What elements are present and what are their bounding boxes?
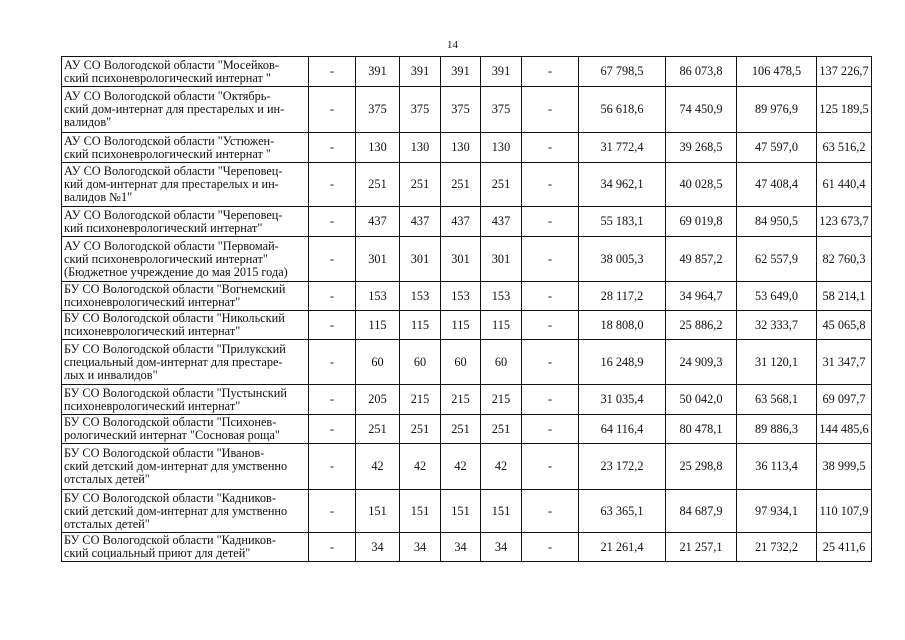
dash-cell-1: - bbox=[309, 340, 356, 385]
dash-cell-1: - bbox=[309, 385, 356, 415]
institution-name-cell bbox=[62, 444, 309, 490]
institution-name-line: БУ СО Вологодской области "Пустынский bbox=[64, 385, 287, 400]
value-cell-4: 375 bbox=[481, 87, 522, 133]
value-cell-4: 251 bbox=[481, 415, 522, 444]
value-cell-2: 60 bbox=[400, 340, 441, 385]
institution-name-line: валидов №1" bbox=[64, 190, 133, 204]
amount-cell-3: 62 557,9 bbox=[737, 237, 817, 282]
value-cell-4: 301 bbox=[481, 237, 522, 282]
institution-name-line: ский психоневрологический интернат" bbox=[64, 251, 268, 266]
amount-cell-4: 63 516,2 bbox=[817, 133, 872, 163]
amount-cell-1: 16 248,9 bbox=[579, 340, 666, 385]
institution-name-cell bbox=[62, 207, 309, 237]
amount-cell-1: 31 772,4 bbox=[579, 133, 666, 163]
amount-cell-3: 89 886,3 bbox=[737, 415, 817, 444]
institution-name-cell bbox=[62, 282, 309, 311]
value-cell-1: 42 bbox=[356, 444, 400, 490]
dash-cell-2: - bbox=[522, 340, 579, 385]
amount-cell-3: 84 950,5 bbox=[737, 207, 817, 237]
value-cell-1: 301 bbox=[356, 237, 400, 282]
value-cell-1: 391 bbox=[356, 57, 400, 87]
amount-cell-4: 61 440,4 bbox=[817, 163, 872, 207]
institution-name-line: ский детский дом-интернат для умственно bbox=[64, 503, 288, 518]
institution-name-cell bbox=[62, 57, 309, 87]
amount-cell-2: 39 268,5 bbox=[666, 133, 737, 163]
value-cell-2: 151 bbox=[400, 490, 441, 533]
value-cell-4: 42 bbox=[481, 444, 522, 490]
dash-cell-2: - bbox=[522, 490, 579, 533]
table-body bbox=[62, 57, 872, 562]
amount-cell-2: 25 298,8 bbox=[666, 444, 737, 490]
value-cell-4: 215 bbox=[481, 385, 522, 415]
value-cell-1: 437 bbox=[356, 207, 400, 237]
dash-cell-2: - bbox=[522, 533, 579, 562]
institution-name-line: лых и инвалидов" bbox=[64, 367, 158, 382]
dash-cell-2: - bbox=[522, 163, 579, 207]
dash-cell-2: - bbox=[522, 415, 579, 444]
institution-name-cell bbox=[62, 237, 309, 282]
institution-name-line: кий дом-интернат для престарелых и ин- bbox=[64, 177, 279, 191]
dash-cell-1: - bbox=[309, 311, 356, 340]
institution-name-cell bbox=[62, 415, 309, 444]
table-row bbox=[62, 490, 872, 533]
value-cell-3: 301 bbox=[441, 237, 481, 282]
dash-cell-1: - bbox=[309, 87, 356, 133]
amount-cell-3: 63 568,1 bbox=[737, 385, 817, 415]
dash-cell-1: - bbox=[309, 282, 356, 311]
amount-cell-4: 58 214,1 bbox=[817, 282, 872, 311]
institution-name-cell bbox=[62, 385, 309, 415]
amount-cell-4: 125 189,5 bbox=[817, 87, 872, 133]
institution-name-line: психоневрологический интернат" bbox=[64, 324, 241, 338]
amount-cell-2: 80 478,1 bbox=[666, 415, 737, 444]
table-row bbox=[62, 282, 872, 311]
dash-cell-1: - bbox=[309, 133, 356, 163]
value-cell-3: 34 bbox=[441, 533, 481, 562]
value-cell-1: 130 bbox=[356, 133, 400, 163]
amount-cell-3: 36 113,4 bbox=[737, 444, 817, 490]
institution-name-cell bbox=[62, 87, 309, 133]
value-cell-3: 215 bbox=[441, 385, 481, 415]
amount-cell-3: 53 649,0 bbox=[737, 282, 817, 311]
institution-name-line: АУ СО Вологодской области "Октябрь- bbox=[64, 89, 271, 103]
table-row bbox=[62, 533, 872, 562]
institution-name-line: ский психоневрологический интернат " bbox=[64, 146, 271, 161]
value-cell-3: 130 bbox=[441, 133, 481, 163]
dash-cell-2: - bbox=[522, 207, 579, 237]
table-row bbox=[62, 237, 872, 282]
value-cell-4: 130 bbox=[481, 133, 522, 163]
amount-cell-1: 18 808,0 bbox=[579, 311, 666, 340]
value-cell-2: 153 bbox=[400, 282, 441, 311]
dash-cell-2: - bbox=[522, 282, 579, 311]
amount-cell-2: 40 028,5 bbox=[666, 163, 737, 207]
amount-cell-2: 49 857,2 bbox=[666, 237, 737, 282]
institution-name-line: рологический интернат "Сосновая роща" bbox=[64, 428, 280, 442]
value-cell-2: 34 bbox=[400, 533, 441, 562]
amount-cell-2: 25 886,2 bbox=[666, 311, 737, 340]
institution-name-line: БУ СО Вологодской области "Кадников- bbox=[64, 533, 276, 547]
amount-cell-3: 106 478,5 bbox=[737, 57, 817, 87]
table-row bbox=[62, 133, 872, 163]
amount-cell-1: 55 183,1 bbox=[579, 207, 666, 237]
value-cell-3: 42 bbox=[441, 444, 481, 490]
value-cell-4: 153 bbox=[481, 282, 522, 311]
institution-name-line: (Бюджетное учреждение до мая 2015 года) bbox=[64, 264, 288, 279]
value-cell-1: 151 bbox=[356, 490, 400, 533]
institution-name-cell bbox=[62, 533, 309, 562]
amount-cell-1: 21 261,4 bbox=[579, 533, 666, 562]
amount-cell-1: 64 116,4 bbox=[579, 415, 666, 444]
amount-cell-1: 56 618,6 bbox=[579, 87, 666, 133]
amount-cell-4: 31 347,7 bbox=[817, 340, 872, 385]
amount-cell-1: 31 035,4 bbox=[579, 385, 666, 415]
page-number: 14 bbox=[447, 39, 458, 51]
table-row bbox=[62, 207, 872, 237]
value-cell-3: 251 bbox=[441, 415, 481, 444]
table-row bbox=[62, 444, 872, 490]
institution-name-line: кий психоневрологический интернат" bbox=[64, 220, 263, 235]
institutions-table bbox=[61, 56, 872, 562]
amount-cell-3: 97 934,1 bbox=[737, 490, 817, 533]
value-cell-3: 437 bbox=[441, 207, 481, 237]
value-cell-1: 205 bbox=[356, 385, 400, 415]
amount-cell-1: 38 005,3 bbox=[579, 237, 666, 282]
institution-name-line: ский психоневрологический интернат " bbox=[64, 70, 271, 85]
amount-cell-3: 89 976,9 bbox=[737, 87, 817, 133]
institution-name-line: АУ СО Вологодской области "Череповец- bbox=[64, 207, 283, 222]
institution-name-cell bbox=[62, 133, 309, 163]
amount-cell-4: 137 226,7 bbox=[817, 57, 872, 87]
amount-cell-3: 31 120,1 bbox=[737, 340, 817, 385]
table-row bbox=[62, 340, 872, 385]
value-cell-3: 151 bbox=[441, 490, 481, 533]
amount-cell-2: 24 909,3 bbox=[666, 340, 737, 385]
institution-name-cell bbox=[62, 163, 309, 207]
institution-name-line: психоневрологический интернат" bbox=[64, 295, 241, 309]
amount-cell-3: 47 408,4 bbox=[737, 163, 817, 207]
value-cell-4: 251 bbox=[481, 163, 522, 207]
institution-name-line: ский дом-интернат для престарелых и ин- bbox=[64, 102, 285, 116]
dash-cell-2: - bbox=[522, 237, 579, 282]
value-cell-2: 375 bbox=[400, 87, 441, 133]
institution-name-line: БУ СО Вологодской области "Прилукский bbox=[64, 341, 286, 356]
table-row bbox=[62, 57, 872, 87]
institution-name-cell bbox=[62, 311, 309, 340]
institution-name-line: БУ СО Вологодской области "Психонев- bbox=[64, 415, 277, 429]
value-cell-3: 251 bbox=[441, 163, 481, 207]
dash-cell-2: - bbox=[522, 133, 579, 163]
amount-cell-1: 63 365,1 bbox=[579, 490, 666, 533]
amount-cell-2: 50 042,0 bbox=[666, 385, 737, 415]
value-cell-2: 215 bbox=[400, 385, 441, 415]
institution-name-line: АУ СО Вологодской области "Устюжен- bbox=[64, 133, 275, 148]
dash-cell-1: - bbox=[309, 490, 356, 533]
dash-cell-1: - bbox=[309, 163, 356, 207]
institution-name-line: валидов" bbox=[64, 115, 112, 129]
amount-cell-2: 69 019,8 bbox=[666, 207, 737, 237]
value-cell-4: 34 bbox=[481, 533, 522, 562]
value-cell-1: 251 bbox=[356, 163, 400, 207]
value-cell-1: 115 bbox=[356, 311, 400, 340]
dash-cell-2: - bbox=[522, 444, 579, 490]
dash-cell-1: - bbox=[309, 415, 356, 444]
amount-cell-4: 82 760,3 bbox=[817, 237, 872, 282]
value-cell-2: 130 bbox=[400, 133, 441, 163]
institution-name-line: БУ СО Вологодской области "Никольский bbox=[64, 311, 285, 325]
value-cell-1: 60 bbox=[356, 340, 400, 385]
institution-name-line: специальный дом-интернат для престаре- bbox=[64, 354, 283, 369]
institution-name-line: психоневрологический интернат" bbox=[64, 398, 241, 413]
value-cell-4: 115 bbox=[481, 311, 522, 340]
value-cell-4: 151 bbox=[481, 490, 522, 533]
table-row bbox=[62, 311, 872, 340]
value-cell-1: 375 bbox=[356, 87, 400, 133]
dash-cell-1: - bbox=[309, 57, 356, 87]
value-cell-3: 115 bbox=[441, 311, 481, 340]
amount-cell-3: 21 732,2 bbox=[737, 533, 817, 562]
institution-name-line: АУ СО Вологодской области "Череповец- bbox=[64, 164, 283, 178]
dash-cell-2: - bbox=[522, 385, 579, 415]
amount-cell-3: 47 597,0 bbox=[737, 133, 817, 163]
institution-name-line: АУ СО Вологодской области "Мосейков- bbox=[64, 57, 279, 72]
value-cell-4: 437 bbox=[481, 207, 522, 237]
dash-cell-1: - bbox=[309, 207, 356, 237]
amount-cell-2: 21 257,1 bbox=[666, 533, 737, 562]
amount-cell-4: 144 485,6 bbox=[817, 415, 872, 444]
institution-name-cell bbox=[62, 340, 309, 385]
amount-cell-2: 74 450,9 bbox=[666, 87, 737, 133]
amount-cell-2: 84 687,9 bbox=[666, 490, 737, 533]
amount-cell-4: 123 673,7 bbox=[817, 207, 872, 237]
dash-cell-2: - bbox=[522, 57, 579, 87]
value-cell-2: 437 bbox=[400, 207, 441, 237]
amount-cell-1: 23 172,2 bbox=[579, 444, 666, 490]
amount-cell-1: 34 962,1 bbox=[579, 163, 666, 207]
table-row bbox=[62, 415, 872, 444]
amount-cell-2: 86 073,8 bbox=[666, 57, 737, 87]
value-cell-3: 391 bbox=[441, 57, 481, 87]
value-cell-1: 34 bbox=[356, 533, 400, 562]
value-cell-2: 391 bbox=[400, 57, 441, 87]
institution-name-line: АУ СО Вологодской области "Первомай- bbox=[64, 238, 279, 253]
amount-cell-4: 110 107,9 bbox=[817, 490, 872, 533]
value-cell-2: 301 bbox=[400, 237, 441, 282]
dash-cell-1: - bbox=[309, 444, 356, 490]
amount-cell-2: 34 964,7 bbox=[666, 282, 737, 311]
table-row bbox=[62, 87, 872, 133]
value-cell-3: 153 bbox=[441, 282, 481, 311]
amount-cell-4: 69 097,7 bbox=[817, 385, 872, 415]
institution-name-line: отсталых детей" bbox=[64, 516, 150, 531]
table-row bbox=[62, 385, 872, 415]
value-cell-2: 251 bbox=[400, 163, 441, 207]
institution-name-line: ский детский дом-интернат для умственно bbox=[64, 459, 288, 473]
institution-name-line: БУ СО Вологодской области "Иванов- bbox=[64, 446, 265, 460]
amount-cell-4: 25 411,6 bbox=[817, 533, 872, 562]
value-cell-4: 391 bbox=[481, 57, 522, 87]
institution-name-line: БУ СО Вологодской области "Вогнемский bbox=[64, 282, 286, 296]
amount-cell-4: 45 065,8 bbox=[817, 311, 872, 340]
institution-name-line: БУ СО Вологодской области "Кадников- bbox=[64, 490, 276, 505]
amount-cell-1: 28 117,2 bbox=[579, 282, 666, 311]
value-cell-2: 251 bbox=[400, 415, 441, 444]
value-cell-2: 115 bbox=[400, 311, 441, 340]
institution-name-line: ский социальный приют для детей" bbox=[64, 546, 251, 560]
value-cell-4: 60 bbox=[481, 340, 522, 385]
value-cell-2: 42 bbox=[400, 444, 441, 490]
institution-name-cell bbox=[62, 490, 309, 533]
amount-cell-4: 38 999,5 bbox=[817, 444, 872, 490]
value-cell-1: 153 bbox=[356, 282, 400, 311]
institution-name-line: отсталых детей" bbox=[64, 472, 150, 486]
dash-cell-1: - bbox=[309, 533, 356, 562]
value-cell-1: 251 bbox=[356, 415, 400, 444]
value-cell-3: 375 bbox=[441, 87, 481, 133]
dash-cell-2: - bbox=[522, 311, 579, 340]
dash-cell-2: - bbox=[522, 87, 579, 133]
amount-cell-1: 67 798,5 bbox=[579, 57, 666, 87]
table-row bbox=[62, 163, 872, 207]
value-cell-3: 60 bbox=[441, 340, 481, 385]
dash-cell-1: - bbox=[309, 237, 356, 282]
amount-cell-3: 32 333,7 bbox=[737, 311, 817, 340]
